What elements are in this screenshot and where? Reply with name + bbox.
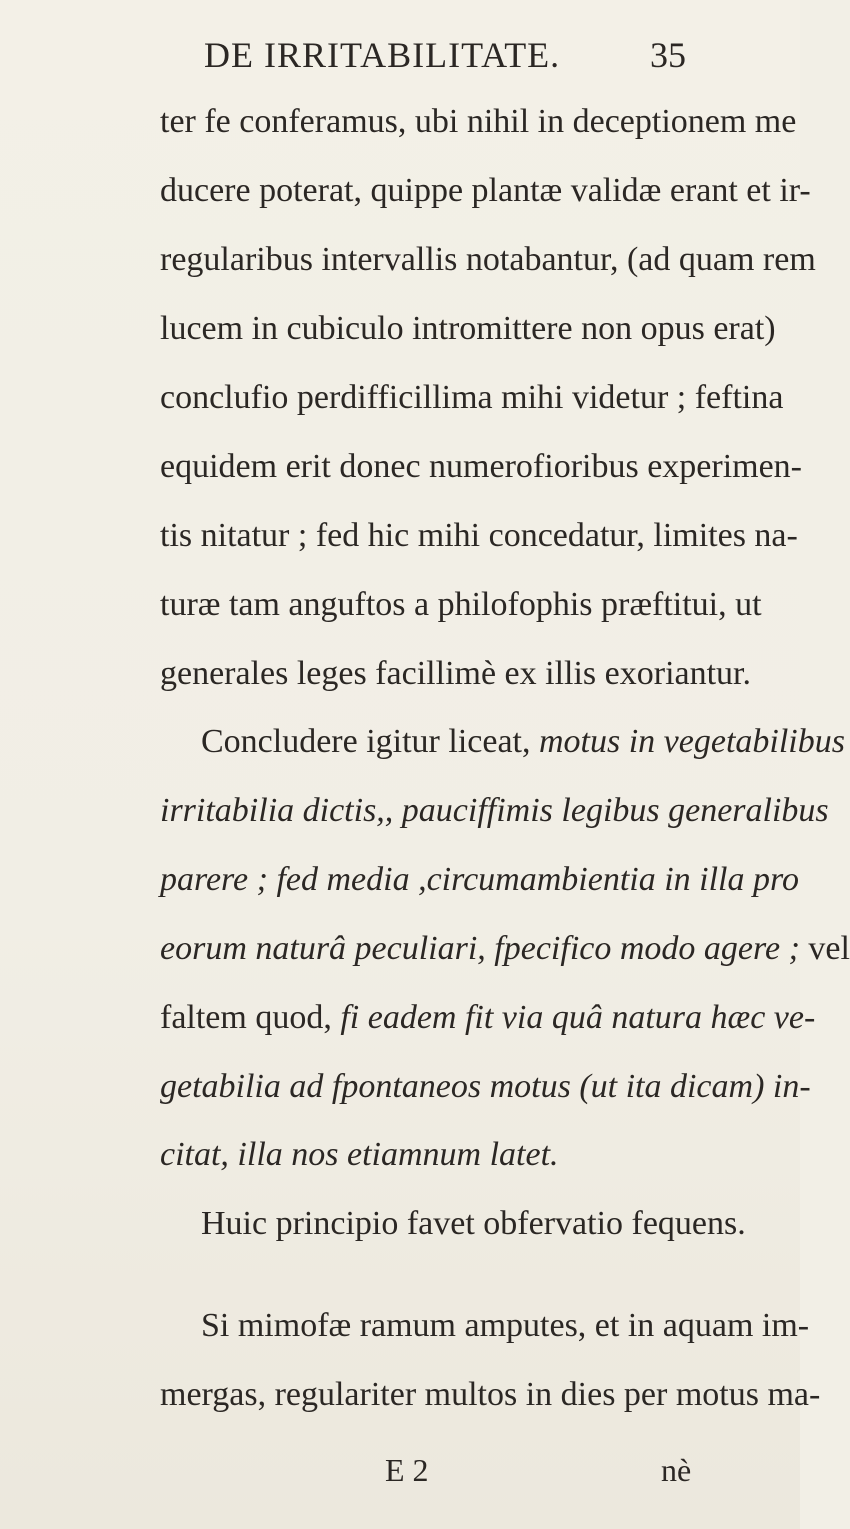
- text-run: conclufio perdifficillima mihi videtur ; feftina: [160, 379, 784, 416]
- italic-text: citat, illa nos etiamnum latet.: [160, 1136, 559, 1173]
- italic-text: irritabilia dictis,, pauciffimis legibus generalibus: [160, 792, 829, 829]
- text-line: [160, 447, 802, 487]
- italic-text: fi eadem fit via quâ natura hæc ve-: [340, 999, 816, 1036]
- text-line: [160, 654, 751, 694]
- text-run: Si mimofæ ramum amputes, et in aquam im-: [201, 1307, 810, 1344]
- text-run: ter fe conferamus, ubi nihil in deceptionem me: [160, 103, 797, 140]
- text-line: [160, 240, 816, 280]
- catchword: nè: [661, 1452, 692, 1488]
- text-run: equidem erit donec numerofioribus experimen-: [160, 448, 802, 485]
- text-run: mergas, regulariter multos in dies per motus ma-: [160, 1376, 821, 1413]
- text-line: [201, 1306, 809, 1346]
- text-run: lucem in cubiculo intromittere non opus erat): [160, 310, 776, 347]
- text-line: [160, 309, 776, 349]
- text-run: regularibus intervallis notabantur, (ad quam rem: [160, 241, 816, 278]
- text-run: vel: [808, 930, 850, 967]
- text-line: [160, 998, 815, 1038]
- text-line: [160, 516, 798, 556]
- text-line: [160, 791, 829, 831]
- text-line: [160, 860, 799, 900]
- text-line: [160, 102, 796, 142]
- italic-text: getabilia ad fpontaneos motus (ut ita dicam) in-: [160, 1068, 811, 1105]
- italic-text: eorum naturâ peculiari, fpecifico modo agere ;: [160, 930, 809, 967]
- running-head: [0, 28, 800, 78]
- text-line: [160, 1067, 811, 1107]
- signature-mark: E 2: [385, 1452, 429, 1488]
- page-footer: [0, 1452, 800, 1502]
- text-run: Huic principio favet obfervatio fequens.: [201, 1205, 746, 1242]
- italic-text: parere ; fed media ,circumambientia in illa pro: [160, 861, 799, 898]
- text-line: [201, 722, 845, 762]
- text-line: [201, 1204, 746, 1244]
- text-run: ducere poterat, quippe plantæ validæ erant et ir-: [160, 172, 811, 209]
- text-run: Concludere igitur liceat,: [201, 723, 539, 760]
- text-run: faltem quod,: [160, 999, 341, 1036]
- text-run: turæ tam anguftos a philofophis præftitui, ut: [160, 586, 762, 623]
- text-line: [160, 1135, 559, 1175]
- text-run: generales leges facillimè ex illis exoriantur.: [160, 655, 751, 692]
- text-line: [160, 585, 762, 625]
- text-line: [160, 929, 850, 969]
- text-line: [160, 378, 783, 418]
- text-line: [160, 171, 811, 211]
- text-line: [160, 1375, 820, 1415]
- italic-text: motus in vegetabilibus: [539, 723, 845, 760]
- page-number: 35: [650, 35, 686, 75]
- running-title: DE IRRITABILITATE.: [204, 35, 561, 75]
- text-run: tis nitatur ; fed hic mihi concedatur, limites na-: [160, 517, 798, 554]
